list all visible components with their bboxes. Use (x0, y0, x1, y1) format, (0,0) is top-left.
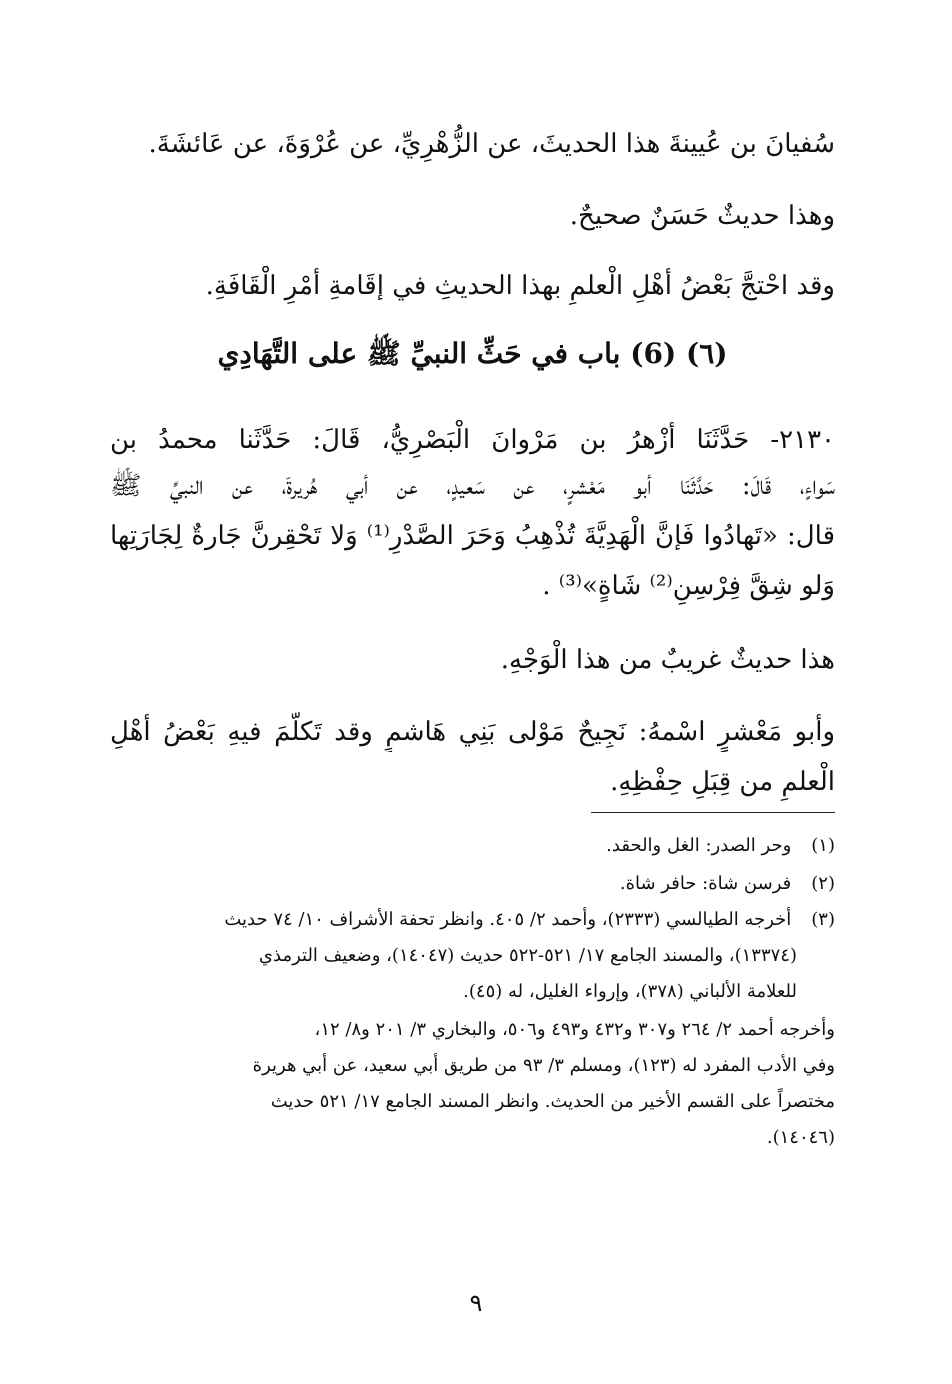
footnote-text: مختصراً على القسم الأخير من الحديث. وانظر المسند الجامع ١٧/ ٥٢١ حديث (270, 1091, 835, 1112)
footnote-1 (110, 832, 835, 860)
footnote-text: وأخرجه أحمد ٢/ ٢٦٤ و٣٠٧ و٤٣٢ و٤٩٣ و٥٠٦، والبخاري ٣/ ٢٠١ و٨/ ١٢، (314, 1019, 835, 1040)
commentary-line: الْعلمِ من قِبَلِ حِفْظِهِ. (610, 767, 835, 797)
chapter-heading: (٦) (6) باب في حَثِّ النبيِّ ﷺ على التَّهَادِي (217, 337, 728, 370)
grading-line: هذا حديثٌ غريبٌ من هذا الْوَجْهِ. (500, 645, 835, 675)
hadith-text-line: وَلو شِقَّ فِرْسِنِ⁽²⁾ شَاةٍ»⁽³⁾ . (542, 571, 835, 601)
footnote-separator (591, 812, 835, 813)
footnote-text: (١٤٠٤٦). (766, 1127, 835, 1148)
page-number: ٩ (469, 1289, 483, 1317)
footnote-text: وفي الأدب المفرد له (١٢٣)، ومسلم ٣/ ٩٣ من طريق أبي سعيد، عن أبي هريرة (252, 1055, 835, 1076)
commentary-line: وأبو مَعْشرٍ اسْمهُ: نَجِيحٌ مَوْلى بَنِي هَاشمٍ وقد تَكلَّمَ فيهِ بَعْضُ أهْلِ (110, 717, 835, 747)
footnote-text: للعلامة الألباني (٣٧٨)، وإرواء الغليل، له (٤٥). (463, 981, 797, 1002)
footnote-text: فرسن شاة: حافر شاة. (619, 873, 792, 894)
footnote-number: (٣) (811, 909, 835, 930)
footnote-text: وحر الصدر: الغل والحقد. (606, 835, 792, 856)
footnote-text: أخرجه الطيالسي (٢٣٣٣)، وأحمد ٢/ ٤٠٥. وانظر تحفة الأشراف ١٠/ ٧٤ حديث (224, 909, 792, 930)
footnote-3 (110, 906, 835, 934)
footnote-number: (١) (811, 835, 835, 856)
footnote-number: (٢) (811, 873, 835, 894)
hadith-text-line: سَواءٍ، قَالَ: حَدَّثَنَا أبو مَعْشرٍ، عن سَعيدٍ، عن أبي هُريرةَ، عن النبيِّ ﷺ (110, 471, 835, 501)
commentary-line: وقد احْتجَّ بَعْضُ أهْلِ الْعلمِ بهذا الحديثِ في إقَامةِ أمْرِ الْقَافَةِ. (205, 271, 835, 301)
hadith-text-line: سُفيانَ بن عُيينةَ هذا الحديثَ، عن الزُّهْرِيِّ، عن عُرْوَةَ، عن عَائشَةَ. (148, 129, 835, 159)
footnote-text: (١٣٣٧٤)، والمسند الجامع ١٧/ ٥٢١-٥٢٢ حديث (١٤٠٤٧)، وضعيف الترمذي (258, 945, 797, 966)
grading-line: وهذا حديثٌ حَسَنٌ صحيحٌ. (569, 201, 835, 231)
hadith-text-line: قال: «تَهادُوا فَإنَّ الْهَدِيَّةَ تُذْهِبُ وَحَرَ الصَّدْرِ⁽¹⁾ وَلا تَحْقِرنَّ جَارةٌ لِجَارَتِها (110, 521, 835, 551)
hadith-text-line: ٢١٣٠- حَدَّثَنَا أزْهرُ بن مَرْوانَ الْبَصْرِيُّ، قَالَ: حَدَّثَنا محمدُ بن (110, 425, 835, 455)
footnote-2 (110, 870, 835, 898)
